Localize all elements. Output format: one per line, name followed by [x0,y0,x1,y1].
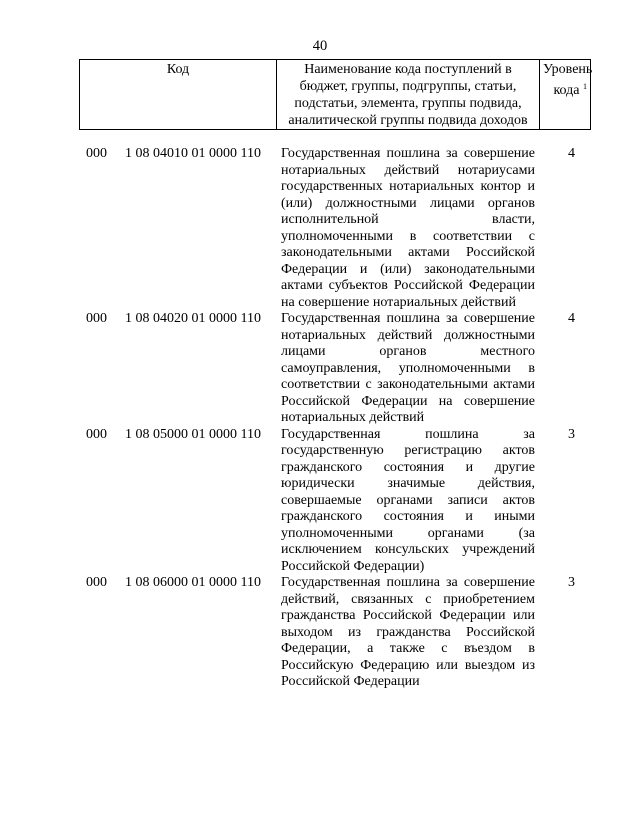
code-level: 4 [568,146,575,161]
admin-code: 000 [86,311,107,326]
admin-code: 000 [86,575,107,590]
admin-code: 000 [86,426,107,442]
revenue-name: Государственная пошлина за совершение действий, связанных с приобретением гражданства Российской Федерации или выходом из гражданства Российской Федерации, а также с въездом в Российскую Федерацию или выездом из Российской Федерации [281,575,535,689]
revenue-code: 1 08 05000 01 0000 110 [125,426,261,442]
code-level: 3 [568,575,575,590]
table-row [0,575,640,691]
header-code: Код [80,60,277,130]
table-row [0,427,640,576]
revenue-name: Государственная пошлина за совершение нотариальных действий нотариусами государственных нотариальных контор и (или) должностными лицами органов исполнительной власти, уполномоченными в соответствии с законодательными актами Российской Федерации и (или) законодательными актами субъектов Российской Федерации на совершение нотариальных действий [281,146,535,310]
revenue-name: Государственная пошлина за совершение нотариальных действий должностными лицами органов местного самоуправления, уполномоченными в соответствии с законодательными актами Российской Федерации на совершение нотариальных действий [281,311,535,425]
page-number: 40 [312,38,328,54]
revenue-code: 1 08 04010 01 0000 110 [125,146,261,161]
table-row [0,311,640,427]
admin-code: 000 [86,146,107,161]
table-body [0,146,640,691]
revenue-code: 1 08 06000 01 0000 110 [125,575,261,590]
header-level-footnote: 1 [583,82,587,91]
code-level: 3 [568,426,575,442]
table-row [0,146,640,311]
revenue-name: Государственная пошлина за государственную регистрацию актов гражданского состояния и другие юридически значимые действия, совершаемые органами записи актов гражданского состояния и иными уполномоченными органами (за исключением консульских учреждений Российской Федерации) [281,426,535,574]
header-level-label: Уровень кода [543,62,593,98]
code-level: 4 [568,311,575,326]
header-level [540,60,591,130]
header-name: Наименование кода поступлений в бюджет, группы, подгруппы, статьи, подстатьи, элемента, группы подвида, аналитической группы подвида доходов [277,60,540,130]
table-header [79,59,591,130]
revenue-code: 1 08 04020 01 0000 110 [125,311,261,326]
